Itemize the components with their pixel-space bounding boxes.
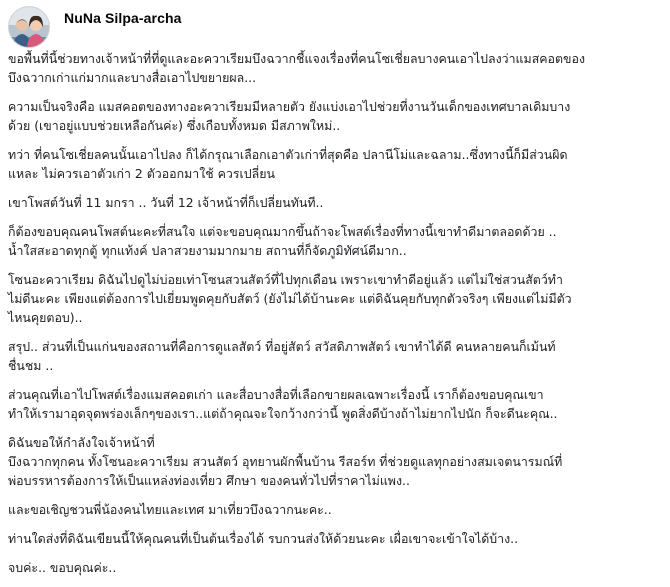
post-paragraph: ส่วนคุณที่เอาไปโพสต์เรื่องแมสคอตเก่า และสื่อบางสื่อที่เลือกขายผลเฉพาะเรื่องนี้ เราก็ต้องขอบคุณเขา ทำให้เรามาอุดจุดพร่องเล็กๆของเรา..แต่ถ้าคุณจะใจกว้างกว่านี้ พูดสิ่งดีบ้างถ้าไม่ยากไปนัก ก็จะดีนะคุณ.. xyxy=(8,387,558,421)
post-paragraph: จบค่ะ.. ขอบคุณค่ะ.. xyxy=(8,560,117,575)
post-paragraph: โซนอะควาเรียม ดิฉันไปดูไม่บ่อยเท่าโซนสวนสัตว์ที่ไปทุกเดือน เพราะเขาทำดีอยู่แล้ว แต่ไม่ใช่สวนสัตว์ทำ ไม่ดีนะคะ เพียงแต่ต้องการไปเยี่ยมพูดคุยกับสัตว์ (ยังไม่ได้บ้านะคะ แต่ดิฉันคุยกับทุกตัวจริงๆ เพียงแต่ไม่มีตัว ไหนคุยตอบ).. xyxy=(8,272,572,325)
avatar[interactable] xyxy=(8,6,50,48)
post-paragraph: และขอเชิญชวนพี่น้องคนไทยและเทศ มาเที่ยวบึงฉวากนะคะ.. xyxy=(8,502,332,517)
post-header xyxy=(8,6,182,50)
post-paragraph: ขอพื้นที่นี้ช่วยทางเจ้าหน้าที่ที่ดูและอะควาเรียมบึงฉวากชี้แจงเรื่องที่คนโซเชี่ยลบางคนเอาไปลงว่าแมสคอตของ บึงฉวากเก่าแก่มากและบางสื่อเอาไปขยายผล... xyxy=(8,51,585,85)
author-name-link[interactable]: NuNa Silpa-archa xyxy=(64,10,182,26)
post-paragraph: ความเป็นจริงคือ แมสคอตของทางอะควาเรียมมีหลายตัว ยังแบ่งเอาไปช่วยที่งานวันเด็กของเทศบาลเดิมบาง ด้วย (เขาอยู่แบบช่วยเหลือกันค่ะ) ซึ่งเกือบทั้งหมด มีสภาพใหม่.. xyxy=(8,99,571,133)
post-body xyxy=(8,49,662,587)
post-paragraph: เขาโพสต์วันที่ 11 มกรา .. วันที่ 12 เจ้าหน้าที่ก็เปลี่ยนทันที.. xyxy=(8,195,324,210)
post-paragraph: ดิฉันขอให้กำลังใจเจ้าหน้าที่ บึงฉวากทุกคน ทั้งโซนอะควาเรียม สวนสัตว์ อุทยานผักพื้นบ้าน รีสอร์ท ที่ช่วยดูแลทุกอย่างสมเจตนารมณ์ที่ พ่อบรรหารต้องการให้เป็นแหล่งท่องเที่ยว ศึกษา ของคนทั่วไปที่ราคาไม่แพง.. xyxy=(8,435,563,488)
post-paragraph: ก็ต้องขอบคุณคนโพสต์นะคะที่สนใจ แต่จะขอบคุณมากขึ้นถ้าจะโพสต์เรื่องที่ทางนี้เขาทำดีมาตลอดด้วย .. น้ำใสสะอาดทุกตู้ ทุกแท้งค์ ปลาสวยงามมากมาย สถานที่ก็จัดภูมิทัศน์ดีมาก.. xyxy=(8,224,557,258)
post-paragraph: สรุป.. ส่วนที่เป็นแก่นของสถานที่คือการดูแลสัตว์ ที่อยู่สัตว์ สวัสดิภาพสัตว์ เขาทำได้ดี คนหลายคนก็เม้นท์ ชื่นชม .. xyxy=(8,339,556,373)
profile-photo-icon xyxy=(9,7,49,47)
post-paragraph: ท่านใดส่งที่ดิฉันเขียนนี้ให้คุณคนที่เป็นต้นเรื่องได้ รบกวนส่งให้ด้วยนะคะ เผื่อเขาจะเข้าใจได้บ้าง.. xyxy=(8,531,519,546)
post-paragraph: ทว่า ที่คนโซเชี่ยลคนนั้นเอาไปลง ก็ได้กรุณาเลือกเอาตัวเก่าที่สุดคือ ปลานีโม่และฉลาม..ซึ่งทางนี้ก็มีส่วนผิด แหละ ไม่ควรเอาตัวเก่า 2 ตัวออกมาใช้ ควรเปลี่ยน xyxy=(8,147,568,181)
